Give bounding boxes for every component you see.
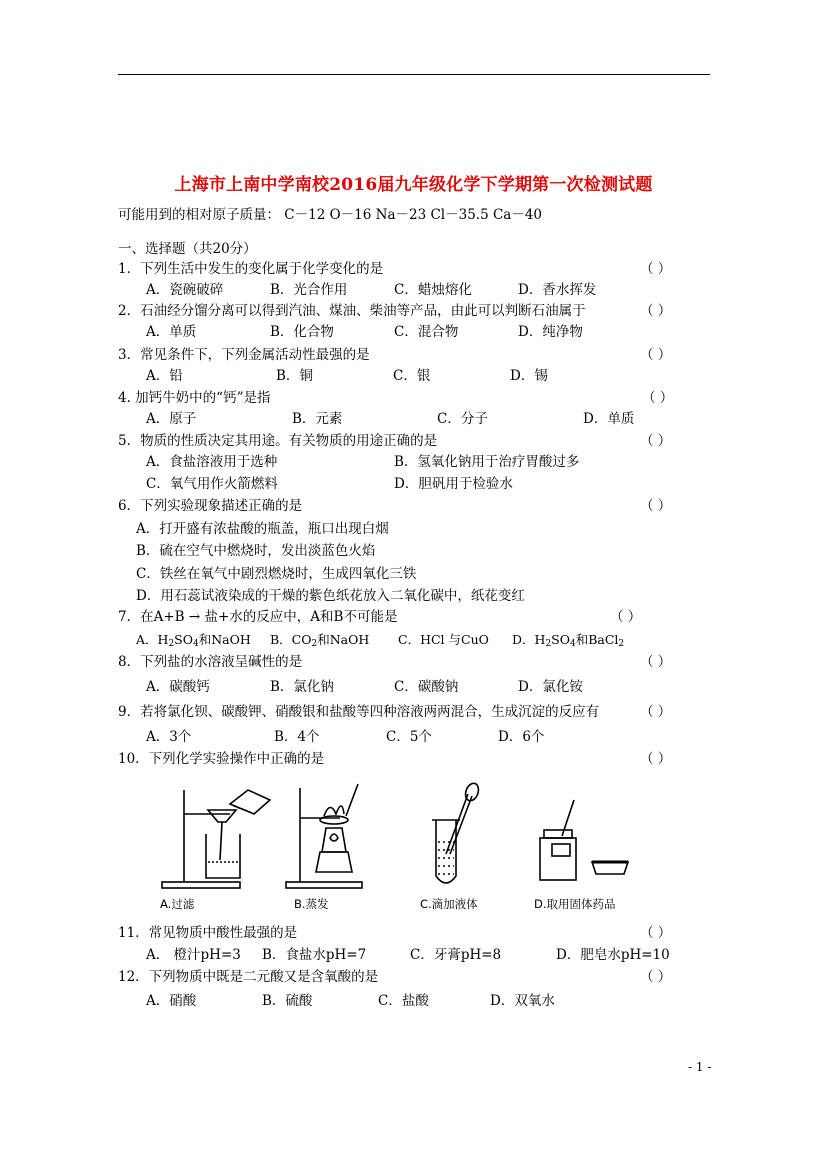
option: C．分子 bbox=[437, 411, 488, 427]
dropper-test-tube-icon bbox=[432, 781, 481, 883]
section-heading: 一、选择题（共20分） bbox=[118, 241, 257, 257]
option: C．铁丝在氧气中剧烈燃烧时，生成四氧化三铁 bbox=[136, 566, 417, 582]
answer-parens: （ ） bbox=[642, 390, 674, 406]
question-stem: 7．在A+B → 盐+水的反应中，A和B不可能是 bbox=[118, 609, 398, 625]
question-stem: 1．下列生活中发生的变化属于化学变化的是 bbox=[118, 261, 384, 277]
option: B．铜 bbox=[276, 368, 313, 384]
option: D．纯净物 bbox=[518, 324, 583, 340]
option: D．氯化铵 bbox=[518, 679, 583, 695]
option: B．化合物 bbox=[270, 324, 334, 340]
solid-reagent-jar-icon bbox=[540, 800, 628, 880]
option: C．HCl 与CuO bbox=[398, 632, 489, 647]
option: C．牙膏pH=8 bbox=[410, 947, 502, 963]
option: C．银 bbox=[393, 368, 431, 384]
option: C．蜡烛熔化 bbox=[394, 282, 472, 298]
option: D．锡 bbox=[510, 368, 548, 384]
option: A．打开盛有浓盐酸的瓶盖，瓶口出现白烟 bbox=[136, 521, 389, 537]
option: A．单质 bbox=[146, 324, 197, 340]
option: B．元素 bbox=[292, 411, 343, 427]
option: B．食盐水pH=7 bbox=[262, 947, 367, 963]
answer-parens: （ ） bbox=[640, 303, 672, 319]
option: A．$H_2SO_4$和NaOH bbox=[136, 632, 251, 649]
option: B．氢氧化钠用于治疗胃酸过多 bbox=[394, 454, 580, 470]
question-stem: 2．石油经分馏分离可以得到汽油、煤油、柴油等产品，由此可以判断石油属于 bbox=[118, 303, 586, 319]
filtration-apparatus-icon bbox=[162, 790, 270, 888]
option: B．光合作用 bbox=[270, 282, 348, 298]
option: D．6个 bbox=[498, 729, 545, 745]
answer-parens: （ ） bbox=[610, 609, 642, 625]
question-stem: 4. 加钙牛奶中的“钙”是指 bbox=[118, 390, 271, 406]
figure-caption: C.滴加液体 bbox=[420, 897, 478, 911]
answer-parens: （ ） bbox=[640, 654, 672, 670]
answer-parens: （ ） bbox=[640, 704, 672, 720]
option: A． 橙汁pH=3 bbox=[146, 947, 241, 963]
question-stem: 6．下列实验现象描述正确的是 bbox=[118, 498, 303, 514]
question-stem: 10．下列化学实验操作中正确的是 bbox=[118, 751, 325, 767]
option: D．双氧水 bbox=[490, 993, 555, 1009]
option: C．混合物 bbox=[394, 324, 459, 340]
option: B．硫酸 bbox=[262, 993, 313, 1009]
question-stem: 12．下列物质中既是二元酸又是含氧酸的是 bbox=[118, 969, 379, 985]
answer-parens: （ ） bbox=[640, 433, 672, 449]
page-title: 上海市上南中学南校2016届九年级化学下学期第一次检测试题 bbox=[174, 175, 653, 195]
option: D．$H_2SO_4$和BaCl$_2$ bbox=[512, 632, 625, 649]
option: A．硝酸 bbox=[146, 993, 197, 1009]
answer-parens: （ ） bbox=[640, 925, 672, 941]
figure-caption: D.取用固体药品 bbox=[534, 897, 616, 911]
option: D．香水挥发 bbox=[518, 282, 597, 298]
option: A．铅 bbox=[146, 368, 183, 384]
atomic-mass-line: 可能用到的相对原子质量： C－12 O－16 Na－23 Cl－35.5 Ca－40 bbox=[118, 207, 543, 223]
option: D．用石蕊试液染成的干燥的紫色纸花放入二氧化碳中，纸花变红 bbox=[136, 588, 525, 604]
answer-parens: （ ） bbox=[640, 261, 672, 277]
answer-parens: （ ） bbox=[640, 498, 672, 514]
option: D．肥皂水pH=10 bbox=[556, 947, 670, 963]
option: C．5个 bbox=[386, 729, 432, 745]
figure-caption: A.过滤 bbox=[160, 897, 195, 911]
option: C．氧气用作火箭燃料 bbox=[146, 476, 278, 492]
option: D．胆矾用于检验水 bbox=[394, 476, 513, 492]
question-stem: 9．若将氯化钡、碳酸钾、硝酸银和盐酸等四种溶液两两混合，生成沉淀的反应有 bbox=[118, 704, 600, 720]
figure-caption: B.蒸发 bbox=[294, 897, 329, 911]
option: A．瓷碗破碎 bbox=[146, 282, 224, 298]
option: C．碳酸钠 bbox=[394, 679, 459, 695]
question-stem: 3．常见条件下，下列金属活动性最强的是 bbox=[118, 347, 370, 363]
question-stem: 8．下列盐的水溶液呈碱性的是 bbox=[118, 654, 303, 670]
question-stem: 5．物质的性质决定其用途。有关物质的用途正确的是 bbox=[118, 433, 438, 449]
header-rule bbox=[118, 74, 710, 75]
option: D．单质 bbox=[583, 411, 635, 427]
lab-operations-figure bbox=[150, 780, 650, 920]
option: A．碳酸钙 bbox=[146, 679, 210, 695]
option: A．食盐溶液用于选种 bbox=[146, 454, 278, 470]
option: B．氯化钠 bbox=[270, 679, 334, 695]
option: B．4个 bbox=[274, 729, 320, 745]
option: B．硫在空气中燃烧时，发出淡蓝色火焰 bbox=[136, 543, 376, 559]
answer-parens: （ ） bbox=[640, 347, 672, 363]
option: C．盐酸 bbox=[378, 993, 429, 1009]
evaporation-apparatus-icon bbox=[286, 784, 362, 888]
option: A．原子 bbox=[146, 411, 197, 427]
answer-parens: （ ） bbox=[640, 751, 672, 767]
option: B．$CO_2$和NaOH bbox=[270, 632, 370, 649]
option: A．3个 bbox=[146, 729, 192, 745]
question-stem: 11．常见物质中酸性最强的是 bbox=[118, 925, 298, 941]
answer-parens: （ ） bbox=[640, 969, 672, 985]
page-number: - 1 - bbox=[688, 1060, 712, 1074]
